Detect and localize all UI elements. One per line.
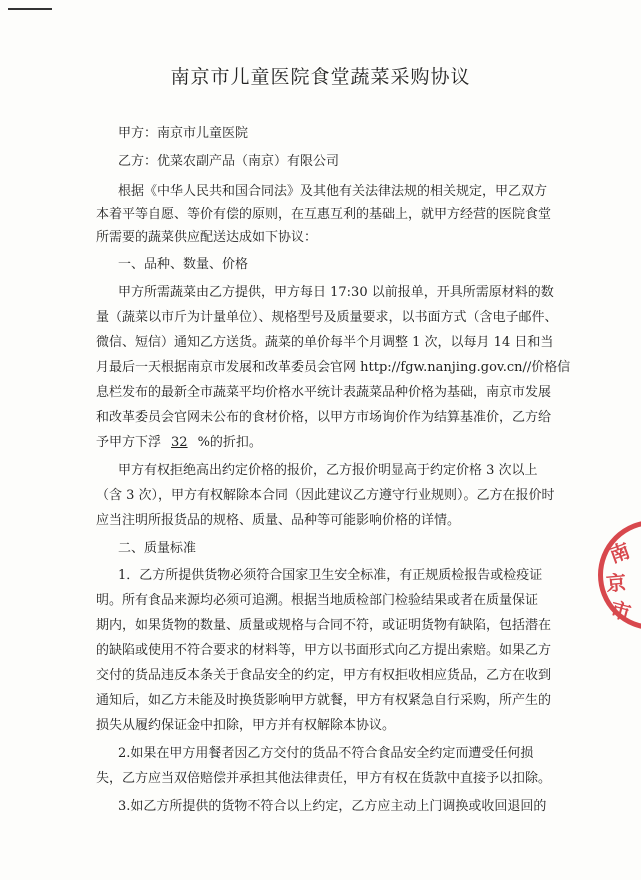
- document-title: 南京市儿童医院食堂蔬菜采购协议: [170, 66, 471, 88]
- discount-value: 32: [171, 435, 188, 450]
- section-1b-line-3: 应当注明所报货品的规格、质量、品种等可能影响价格的详情。: [96, 513, 461, 528]
- section-2-line-5: 交付的货品违反本条关于食品安全的约定，甲方有权拒收相应货品，乙方在收到: [96, 668, 552, 683]
- intro-line-2: 本着平等自愿、等价有偿的原则，在互惠互利的基础上，就甲方经营的医院食堂: [96, 207, 552, 222]
- section-2-line-1: 1．乙方所提供货物必须符合国家卫生安全标准，有正规质检报告或检疫证: [118, 568, 543, 583]
- section-2-line-6: 通知后，如乙方未能及时换货影响甲方就餐，甲方有权紧急自行采购，所产生的: [96, 693, 552, 708]
- discount-line: [96, 434, 566, 452]
- section-1-heading: 一、品种、数量、价格: [118, 257, 249, 272]
- intro-line-3: 所需要的蔬菜供应配送达成如下协议：: [96, 230, 318, 245]
- party-b: 乙方：优菜农副产品（南京）有限公司: [118, 154, 340, 169]
- discount-prefix: 予甲方下浮: [96, 435, 162, 450]
- party-a: 甲方：南京市儿童医院: [118, 126, 249, 141]
- intro-line-1: 根据《中华人民共和国合同法》及其他有关法律法规的相关规定，甲乙双方: [118, 184, 548, 199]
- section-2-line-8: 2.如果在甲方用餐者因乙方交付的货品不符合食品安全约定而遭受任何损: [118, 746, 534, 761]
- section-1-line-2: 量（蔬菜以市斤为计量单位）、规格型号及质量要求，以书面方式（含电子邮件、: [96, 310, 558, 325]
- section-2-heading: 二、质量标准: [118, 541, 197, 556]
- section-1-line-1: 甲方所需蔬菜由乙方提供，甲方每日 17:30 以前报单，开具所需原材料的数: [118, 285, 554, 300]
- section-1-line-5: 息栏发布的最新全市蔬菜平均价格水平统计表蔬菜品种价格为基础，南京市发展: [96, 385, 552, 400]
- section-2-line-4: 的缺陷或使用不符合要求的材料等，甲方以书面形式向乙方提出索赔。如果乙方: [96, 643, 552, 658]
- section-1-line-4: 月最后一天根据南京市发展和改革委员会官网 http://fgw.nanjing.gov.cn//价格信: [96, 360, 571, 375]
- section-2-line-2: 明。所有食品来源均必须可追溯。根据当地质检部门检验结果或者在质量保证: [96, 593, 539, 608]
- section-2-line-9: 失，乙方应当双倍赔偿并承担其他法律责任，甲方有权在货款中直接予以扣除。: [96, 771, 552, 786]
- section-2-line-3: 期内，如果货物的数量、质量或规格与合同不符，或证明货物有缺陷，包括潜在: [96, 618, 552, 633]
- section-2-line-10: 3.如乙方所提供的货物不符合以上约定，乙方应主动上门调换或收回退回的: [118, 799, 547, 814]
- scan-mark-line: [8, 8, 52, 10]
- discount-suffix: %的折扣。: [197, 435, 262, 450]
- section-1-line-6: 和改革委员会官网未公布的食材价格，以甲方市场询价作为结算基准价，乙方给: [96, 410, 552, 425]
- section-1b-line-1: 甲方有权拒绝高出约定价格的报价，乙方报价明显高于约定价格 3 次以上: [118, 463, 538, 478]
- section-1-line-3: 微信、短信）通知乙方送货。蔬菜的单价每半个月调整 1 次，以每月 14 日和当: [96, 335, 554, 350]
- official-seal-stamp: 南 京 市: [598, 520, 641, 630]
- section-2-line-7: 损失从履约保证金中扣除，甲方并有权解除本协议。: [96, 718, 396, 733]
- section-1b-line-2: （含 3 次），甲方有权解除本合同（因此建议乙方遵守行业规则）。乙方在报价时: [96, 488, 555, 503]
